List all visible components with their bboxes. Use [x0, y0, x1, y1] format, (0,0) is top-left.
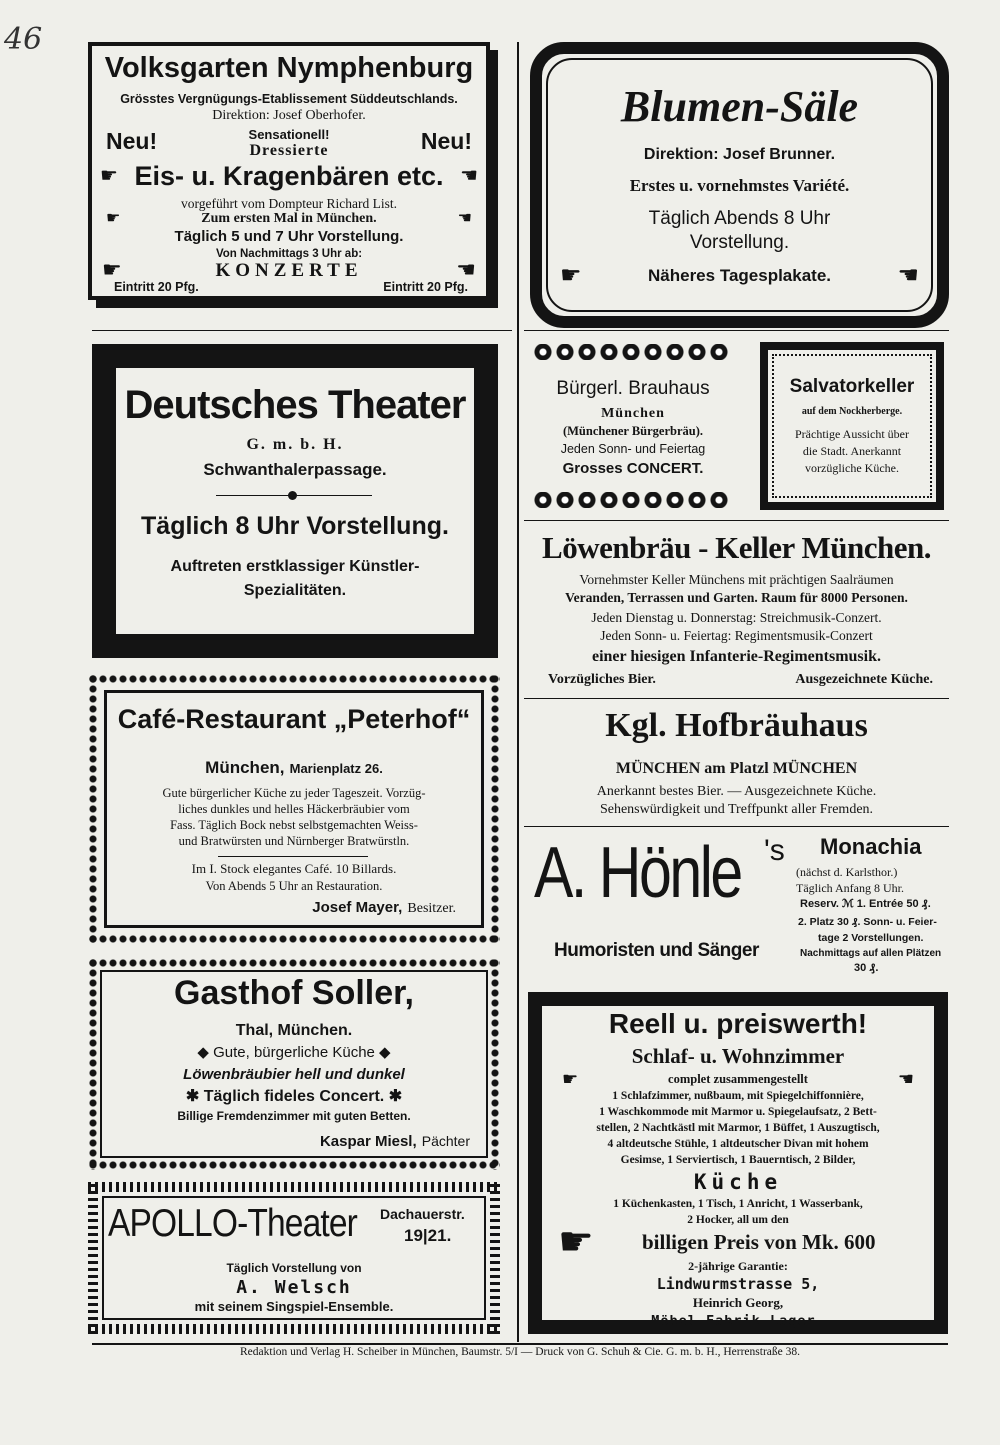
separator-rule — [524, 698, 949, 699]
volksgarten-neu-left: Neu! — [106, 128, 158, 154]
pointing-hand-icon: ☛ — [102, 258, 122, 283]
deutsches-title: Deutsches Theater — [124, 383, 466, 427]
soller-concert-line: ✱ Täglich fideles Concert. ✱ — [185, 1088, 403, 1105]
separator-rule — [524, 826, 949, 827]
hofbraeu-title: Kgl. Hofbräuhaus — [605, 707, 868, 744]
pointing-hand-icon: ☚ — [897, 261, 919, 289]
buergerl-days: Jeden Sonn- und Feiertag — [560, 442, 706, 456]
volksgarten-daily: Täglich 5 und 7 Uhr Vorstellung. — [174, 228, 404, 245]
ad-salvatorkeller — [760, 342, 944, 510]
soller-kitchen-line: ◆ Gute, bürgerliche Küche ◆ — [197, 1044, 391, 1061]
pointing-hand-icon: ☛ — [560, 261, 582, 289]
volksgarten-direction: Direktion: Josef Oberhofer. — [212, 108, 366, 123]
blumen-first: Erstes u. vornehmstes Variété. — [629, 176, 850, 195]
reell-l5: Gesimse, 1 Serviertisch, 1 Bauerntisch, 2 Bilder, — [620, 1154, 856, 1166]
pointing-hand-icon: ☛ — [100, 163, 118, 187]
soller-beer: Löwenbräubier hell und dunkel — [183, 1066, 405, 1083]
column-divider — [517, 42, 519, 1342]
hoenle-l2: Täglich Anfang 8 Uhr. — [796, 881, 904, 895]
blumen-more: Näheres Tagesplakate. — [648, 266, 831, 285]
buergerl-title: Bürgerl. Brauhaus — [556, 378, 710, 399]
reell-guarantee: 2-jährige Garantie: — [688, 1259, 788, 1273]
ad-peterhof — [88, 674, 500, 944]
volksgarten-bears: Eis- u. Kragenbären etc. — [134, 161, 444, 191]
salvator-l2: die Stadt. Anerkannt — [802, 444, 902, 458]
salvator-title: Salvatorkeller — [789, 376, 915, 397]
pointing-hand-icon: ☚ — [457, 208, 472, 227]
fringe-border — [88, 1182, 500, 1192]
reell-assembled: complet zusammengestellt — [668, 1072, 808, 1086]
loewenbraeu-l4: Jeden Sonn- u. Feiertag: Regimentsmusik-Conzert — [600, 628, 873, 643]
hofbraeu-l2: Sehenswürdigkeit und Treffpunkt aller Fremden. — [599, 802, 874, 817]
ad-buergerl-brauhaus — [528, 340, 738, 520]
reell-subtitle: Schlaf- u. Wohnzimmer — [631, 1044, 845, 1068]
ad-loewenbraeu — [524, 522, 949, 694]
buergerl-concert: Grosses CONCERT. — [562, 460, 704, 477]
volksgarten-presented: vorgeführt vom Dompteur Richard List. — [180, 196, 398, 211]
reell-k2: 2 Hocker, all um den — [687, 1214, 789, 1226]
pointing-hand-icon: ☚ — [460, 163, 478, 187]
ad-deutsches-theater — [92, 344, 498, 658]
loewenbraeu-l3: Jeden Dienstag u. Donnerstag: Streichmusik-Conzert. — [591, 610, 882, 625]
deutsches-daily: Täglich 8 Uhr Vorstellung. — [141, 512, 449, 540]
separator-rule — [524, 520, 949, 521]
hoenle-tagline: Humoristen und Sänger — [554, 940, 759, 961]
ad-gasthof-soller — [88, 958, 500, 1170]
buergerl-beer: (Münchener Bürgerbräu). — [562, 424, 704, 438]
volksgarten-first-time: Zum ersten Mal in München. — [201, 211, 377, 226]
hoenle-l5: tage 2 Vorstellungen. — [818, 932, 924, 944]
blumen-title: Blumen-Säle — [620, 82, 859, 131]
peterhof-l6: Von Abends 5 Uhr an Restauration. — [205, 879, 383, 893]
chain-border — [532, 344, 732, 360]
hoenle-name: A. Hönle — [534, 833, 741, 913]
reell-l2: 1 Waschkommode mit Marmor u. Spiegelaufsatz, 2 Bett- — [599, 1106, 877, 1118]
deutsches-location: Schwanthalerpassage. — [203, 460, 387, 479]
buergerl-city: München — [601, 406, 665, 421]
hoenle-l7: 30 ₰. — [854, 962, 879, 974]
pointing-hand-icon: ☛ — [558, 1219, 594, 1265]
hoenle-l6: Nachmittags auf allen Plätzen — [800, 948, 942, 959]
volksgarten-sensational: Sensationell! — [248, 127, 330, 142]
loewenbraeu-kitchen: Ausgezeichnete Küche. — [795, 672, 933, 687]
volksgarten-subtitle: Grösstes Vergnügungs-Etablissement Süddeutschlands. — [120, 92, 458, 106]
ad-reell — [528, 992, 948, 1334]
hofbraeu-location: MÜNCHEN am Platzl MÜNCHEN — [615, 760, 858, 777]
blumen-direction: Direktion: Josef Brunner. — [643, 146, 836, 163]
hoenle-l3: Reserv. ℳ 1. Entrée 50 ₰. — [800, 898, 931, 910]
fringe-border — [88, 1324, 500, 1334]
ornament-dot — [288, 491, 297, 500]
peterhof-owner: Josef Mayer, Besitzer. — [312, 899, 456, 916]
salvator-l1: Prächtige Aussicht über — [795, 427, 909, 441]
loewenbraeu-l2: Veranden, Terrassen und Garten. Raum für 8000 Personen. — [565, 590, 908, 605]
soller-title: Gasthof Soller, — [174, 974, 414, 1012]
volksgarten-concerts: KONZERTE — [215, 260, 363, 281]
dotted-border — [88, 1160, 500, 1170]
dotted-border — [88, 958, 500, 968]
footer-imprint: Redaktion und Verlag H. Scheiber in München, Baumstr. 5/I — Druck von G. Schuh & Cie. G. m. b. H., Herrenstraße 38. — [240, 1346, 800, 1358]
peterhof-l4: und Bratwürsten und Nürnberger Bratwürstln. — [178, 834, 410, 848]
soller-address: Thal, München. — [235, 1022, 353, 1039]
volksgarten-entry-left: Eintritt 20 Pfg. — [114, 280, 199, 294]
hoenle-venue: Monachia — [820, 834, 922, 859]
peterhof-l2: liches dunkles und helles Häckerbräubier vom — [178, 802, 410, 816]
soller-rooms: Billige Fremdenzimmer mit guten Betten. — [177, 1109, 411, 1123]
pointing-hand-icon: ☚ — [456, 258, 476, 283]
volksgarten-title: Volksgarten Nymphenburg — [104, 52, 474, 84]
deutsches-artists1: Auftreten erstklassiger Künstler- — [170, 558, 420, 575]
reell-title: Reell u. preiswerth! — [608, 1008, 868, 1039]
chain-border — [532, 492, 732, 508]
peterhof-title: Café-Restaurant „Peterhof“ — [117, 704, 471, 734]
volksgarten-neu-right: Neu! — [420, 128, 472, 154]
apollo-ensemble: mit seinem Singspiel-Ensemble. — [194, 1299, 394, 1314]
star-icon: ✱ — [388, 1088, 403, 1105]
hoenle-suffix: 's — [764, 834, 785, 867]
reell-owner: Heinrich Georg, — [692, 1295, 784, 1310]
separator-rule — [92, 330, 512, 331]
apollo-title: APOLLO-Theater — [108, 1202, 357, 1245]
deutsches-artists2: Spezialitäten. — [243, 582, 347, 599]
blumen-daily: Täglich Abends 8 Uhr — [648, 208, 831, 229]
reell-kitchen: Küche — [693, 1170, 783, 1194]
peterhof-l1: Gute bürgerlicher Küche zu jeder Tageszeit. Vorzüg- — [162, 786, 426, 800]
loewenbraeu-l5: einer hiesigen Infanterie-Regimentsmusik. — [591, 648, 881, 665]
divider — [218, 856, 368, 857]
ad-blumen-saele — [530, 42, 949, 328]
reell-l3: stellen, 2 Nachtkästl mit Marmor, 1 Büffet, 1 Auszugtisch, — [596, 1122, 880, 1134]
ad-apollo-theater — [88, 1182, 500, 1334]
ad-hoenle — [524, 828, 949, 980]
reell-l4: 4 altdeutsche Stühle, 1 altdeutscher Divan mit hohem — [607, 1138, 869, 1150]
soller-owner: Kaspar Miesl, Pächter — [319, 1133, 470, 1150]
dotted-border — [88, 934, 500, 944]
apollo-street: Dachauerstr. — [380, 1206, 465, 1222]
volksgarten-afternoon: Von Nachmittags 3 Uhr ab: — [215, 248, 363, 260]
pointing-hand-icon: ☛ — [106, 208, 121, 227]
diamond-icon: ◆ — [197, 1044, 209, 1061]
pointing-hand-icon: ☛ — [562, 1069, 579, 1090]
dotted-border — [88, 674, 500, 684]
loewenbraeu-beer: Vorzügliches Bier. — [548, 672, 656, 687]
apollo-daily: Täglich Vorstellung von — [226, 1261, 362, 1275]
salvator-l3: vorzügliche Küche. — [805, 461, 899, 475]
separator-rule — [524, 330, 949, 331]
peterhof-l5: Im I. Stock elegantes Café. 10 Billards. — [191, 861, 397, 876]
reell-k1: 1 Küchenkasten, 1 Tisch, 1 Anricht, 1 Wasserbank, — [613, 1198, 863, 1210]
reell-l1: 1 Schlafzimmer, nußbaum, mit Spiegelchiffonnière, — [612, 1090, 864, 1102]
reell-street: Lindwurmstrasse 5, — [656, 1275, 820, 1293]
peterhof-address: München, Marienplatz 26. — [205, 758, 383, 777]
diamond-icon: ◆ — [379, 1044, 391, 1061]
reell-firm: Möbel-Fabrik-Lager. — [651, 1313, 825, 1329]
star-icon: ✱ — [185, 1088, 200, 1105]
salvator-location: auf dem Nockherberge. — [801, 406, 903, 417]
volksgarten-trained: Dressierte — [249, 142, 329, 159]
deutsches-gmbh: G. m. b. H. — [246, 436, 344, 453]
apollo-name: A. Welsch — [236, 1277, 352, 1298]
hofbraeu-l1: Anerkannt bestes Bier. — Ausgezeichnete Küche. — [596, 784, 877, 799]
loewenbraeu-title: Löwenbräu - Keller München. — [542, 530, 931, 565]
ad-hofbraeuhaus — [524, 700, 949, 826]
footer-rule — [92, 1343, 948, 1345]
hoenle-l4: 2. Platz 30 ₰. Sonn- u. Feier- — [798, 916, 937, 928]
reell-price: billigen Preis von Mk. 600 — [642, 1230, 876, 1254]
loewenbraeu-l1: Vornehmster Keller Münchens mit prächtigen Saalräumen — [579, 572, 894, 587]
page-number: 46 — [4, 22, 43, 57]
peterhof-l3: Fass. Täglich Bock nebst selbstgemachten Weiss- — [170, 818, 418, 832]
pointing-hand-icon: ☚ — [897, 1069, 914, 1090]
apollo-number: 19|21. — [404, 1226, 452, 1245]
ad-volksgarten — [88, 42, 490, 300]
blumen-show: Vorstellung. — [689, 232, 790, 253]
volksgarten-entry-right: Eintritt 20 Pfg. — [383, 280, 468, 294]
hoenle-l1: (nächst d. Karlsthor.) — [796, 865, 898, 879]
